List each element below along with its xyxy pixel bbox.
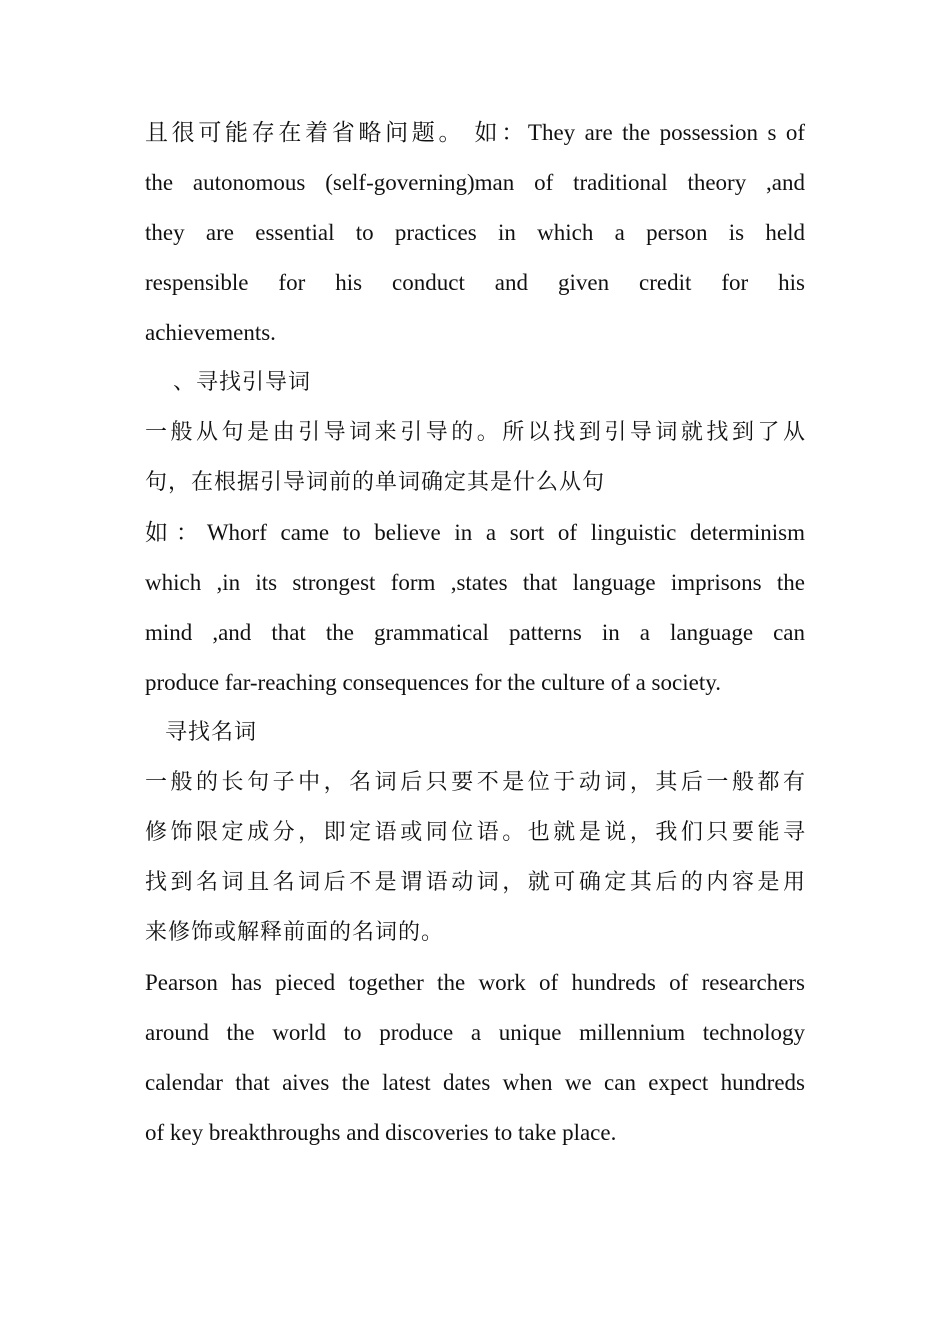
text-line: 一般从句是由引导词来引导的。所以找到引导词就找到了从 — [145, 420, 805, 445]
text-line: mind ,and that the grammatical patterns in a language can — [145, 620, 805, 645]
text-line: of key breakthroughs and discoveries to take place. — [145, 1120, 617, 1145]
text-line: respensible for his conduct and given credit for his — [145, 270, 805, 295]
text-line: 句，在根据引导词前的单词确定其是什么从句 — [145, 470, 606, 495]
text-line: the autonomous (self-governing)man of traditional theory ,and — [145, 170, 805, 195]
text-line: around the world to produce a unique millennium technology — [145, 1020, 805, 1045]
paragraph-example-3 — [145, 958, 805, 1158]
text-line: 来修饰或解释前面的名词的。 — [145, 920, 445, 945]
section-heading: 、寻找引导词 — [173, 370, 312, 395]
text-line: 找到名词且名词后不是谓语动词，就可确定其后的内容是用 — [145, 870, 805, 895]
text-line: Pearson has pieced together the work of hundreds of researchers — [145, 970, 805, 995]
text-line: 一般的长句子中，名词后只要不是位于动词，其后一般都有 — [145, 770, 805, 795]
paragraph-example-2 — [145, 508, 805, 708]
text-line: produce far-reaching consequences for the culture of a society. — [145, 670, 721, 695]
document-page — [145, 108, 805, 1158]
text-line: 修饰限定成分，即定语或同位语。也就是说，我们只要能寻 — [145, 820, 805, 845]
text-line: calendar that aives the latest dates when we can expect hundreds — [145, 1070, 805, 1095]
text-line: achievements. — [145, 320, 276, 345]
paragraph-conjunction-rule — [145, 408, 805, 508]
text-line: they are essential to practices in which a person is held — [145, 220, 805, 245]
text-line: 且很可能存在着省略问题。 如：They are the possession s of — [145, 120, 805, 145]
section-heading: 寻找名词 — [165, 720, 258, 745]
paragraph-example-1 — [145, 108, 805, 358]
text-line: which ,in its strongest form ,states that language imprisons the — [145, 570, 805, 595]
text-line: 如：Whorf came to believe in a sort of linguistic determinism — [145, 520, 805, 545]
paragraph-noun-rule — [145, 758, 805, 958]
